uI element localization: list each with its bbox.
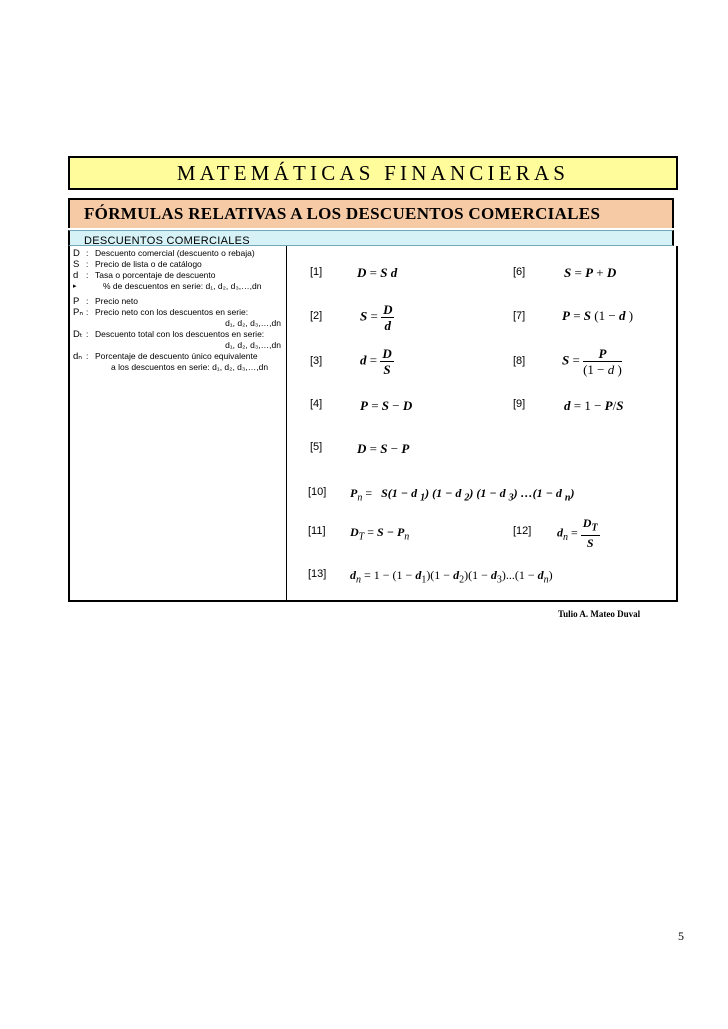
bullet-icon: ▸ <box>73 283 77 290</box>
formula-13: $d_n = 1 - (1 - d_1)(1 - d_2)(1 - d_3)...(1 - d_n)$ <box>350 568 553 586</box>
formula-number-4: [4] <box>310 398 323 410</box>
formula-2: S = $\frac{D}{d}$ <box>360 302 393 333</box>
definition-Pn-cont: d₁, d₂, d₃,…,dn <box>225 318 281 328</box>
definition-P: P : Precio neto <box>73 296 138 307</box>
formula-12: $d_n$ = $\frac{D_T}{S}$ <box>557 516 598 551</box>
formula-4: P = S − D <box>360 398 413 413</box>
content-box <box>68 246 678 602</box>
formula-sheet <box>68 156 678 606</box>
formula-3: d = $\frac{D}{S}$ <box>360 346 392 377</box>
definition-D: D : Descuento comercial (descuento o rebaja) <box>73 248 255 259</box>
definitions-list <box>73 248 285 373</box>
formula-7: P = S (1 − d ) <box>562 308 634 323</box>
formula-11: $D_T = S - P_n$ <box>350 525 410 543</box>
formula-1: D = S d <box>357 265 398 280</box>
subtitle-banner <box>68 198 674 228</box>
definition-series: ▸ % de descuentos en serie: d₁, d₂, d₃,…,dn <box>73 281 262 291</box>
page-number: 5 <box>678 929 684 943</box>
formula-10: $P_n = S(1 - d$ $_1$) (1 − d $_2$) (1 − d $_3$) …(1 − d $_n$) <box>350 486 575 504</box>
formula-number-9: [9] <box>513 398 526 410</box>
formula-number-3: [3] <box>310 355 323 367</box>
definition-Dt-cont: d₁, d₂, d₃,…,dn <box>225 340 281 350</box>
formula-9: d = 1 − P/S <box>564 398 624 413</box>
definition-dn: dₙ : Porcentaje de descuento único equivalente <box>73 351 258 362</box>
formula-number-5: [5] <box>310 441 323 453</box>
formula-number-10: [10] <box>308 486 327 498</box>
column-divider <box>286 246 287 600</box>
formula-8: S = $\frac{P}{(1 - d )}$ <box>562 346 622 377</box>
section-title: DESCUENTOS COMERCIALES <box>84 235 250 247</box>
formula-number-8: [8] <box>513 355 526 367</box>
formula-number-11: [11] <box>308 525 326 537</box>
formula-number-2: [2] <box>310 310 323 322</box>
formula-number-7: [7] <box>513 310 526 322</box>
formula-number-6: [6] <box>513 266 526 278</box>
definition-d: d : Tasa o porcentaje de descuento <box>73 270 216 281</box>
formula-number-1: [1] <box>310 266 323 278</box>
formula-6: S = P + D <box>564 265 617 280</box>
author-credit: Tulio A. Mateo Duval <box>558 609 641 619</box>
formula-number-12: [12] <box>513 525 532 537</box>
title-banner <box>68 156 678 190</box>
section-banner <box>68 230 674 246</box>
formula-number-13: [13] <box>308 568 327 580</box>
definition-Dt: Dₜ : Descuento total con los descuentos en serie: <box>73 329 265 340</box>
definition-Pn: Pₙ : Precio neto con los descuentos en serie: <box>73 307 249 318</box>
formula-5: D = S − P <box>357 441 410 456</box>
definition-dn-cont: a los descuentos en serie: d₁, d₂, d₃,…,dn <box>111 362 269 372</box>
definition-S: S : Precio de lista o de catálogo <box>73 259 202 270</box>
page-title: MATEMÁTICAS FINANCIERAS <box>176 160 570 185</box>
subtitle: FÓRMULAS RELATIVAS A LOS DESCUENTOS COMERCIALES <box>84 204 601 223</box>
